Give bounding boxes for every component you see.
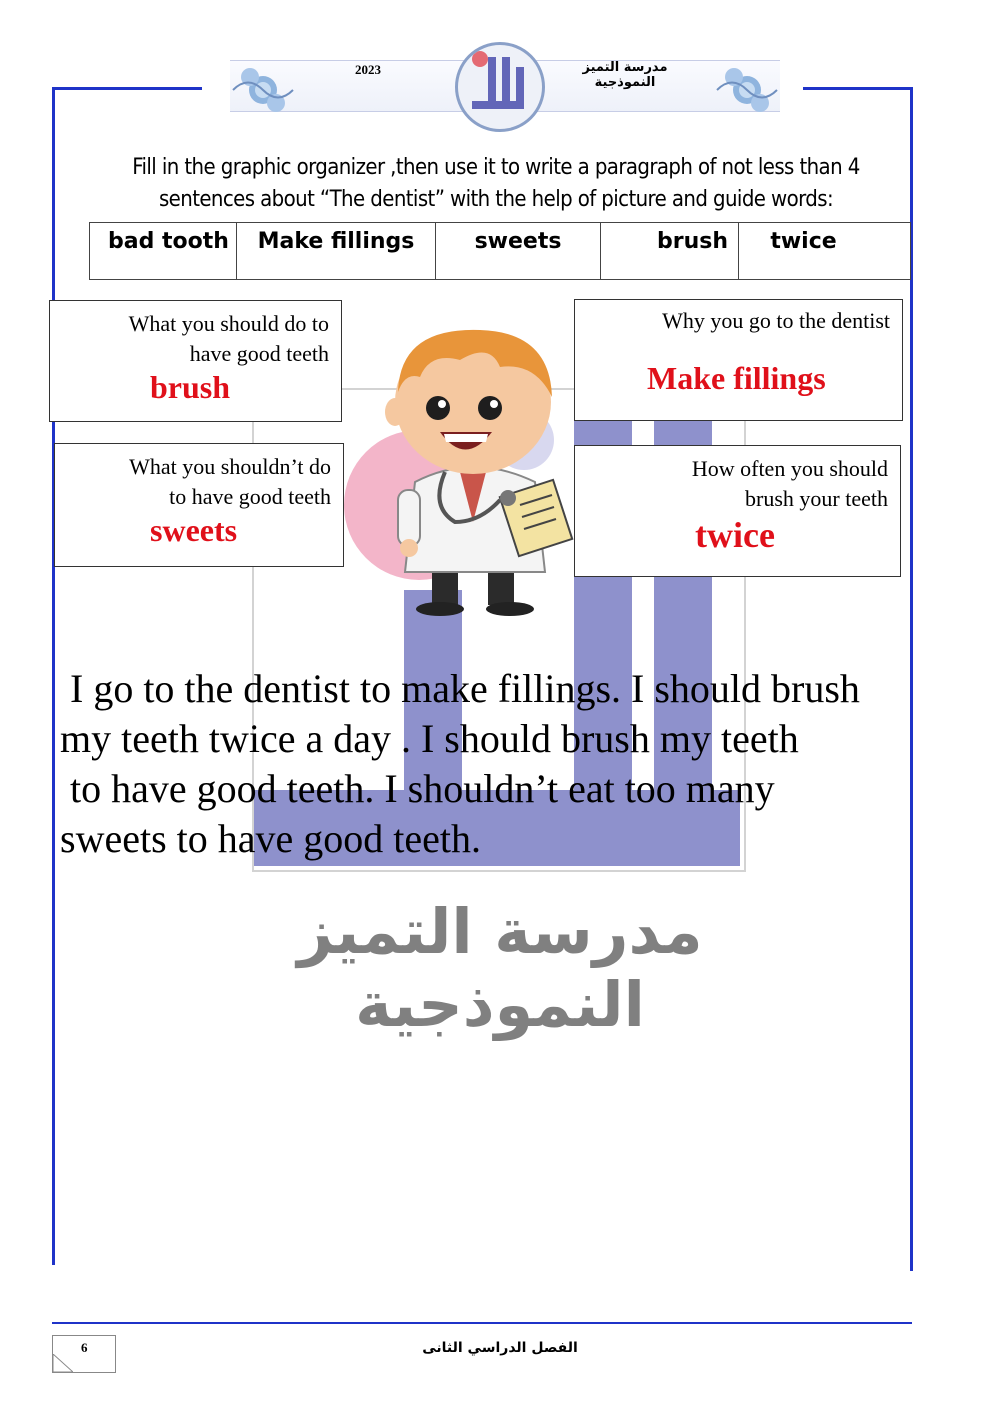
page-curl-icon <box>53 1354 73 1372</box>
word-bank-cell: brush <box>601 223 739 279</box>
word-bank-cell: twice <box>770 229 837 254</box>
organizer-question: to have good teeth <box>169 484 331 509</box>
organizer-question: Why you go to the dentist <box>662 308 890 333</box>
frame-top-left <box>52 87 202 90</box>
page-number: 6 <box>81 1340 88 1355</box>
organizer-box-how-often <box>574 445 901 577</box>
header-year: 2023 <box>355 62 381 77</box>
organizer-box-why-dentist <box>574 299 903 421</box>
organizer-box-shouldnt-do <box>54 443 344 567</box>
word-bank-cell: sweets <box>436 223 601 279</box>
organizer-question: have good teeth <box>189 341 329 366</box>
paragraph-line: to have good teeth. I shouldn’t eat too many <box>60 766 775 811</box>
paragraph <box>60 664 940 864</box>
organizer-box-should-do <box>49 300 342 422</box>
organizer-question: What you shouldn’t do <box>129 454 331 479</box>
school-logo-icon <box>455 42 545 132</box>
footer-rule <box>52 1322 912 1324</box>
footer-term: الفصل الدراسي الثانى <box>422 1340 578 1356</box>
organizer-answer: Make fillings <box>647 360 826 396</box>
word-bank-cell: bad tooth <box>90 223 237 279</box>
organizer-question: brush your teeth <box>745 486 888 511</box>
instructions-line: sentences about “The dentist” with the help of picture and guide words: <box>158 187 834 212</box>
instructions <box>80 152 912 216</box>
word-bank-table <box>89 222 911 280</box>
frame-left <box>52 87 55 1265</box>
organizer-question: How often you should <box>691 456 888 481</box>
blue-flower-ornament-icon <box>712 55 782 125</box>
watermark-school-name: مدرسة التميز النموذجية <box>297 895 703 1041</box>
organizer-question: What you should do to <box>128 311 329 336</box>
header-school-name: مدرسة التميز النموذجية <box>582 60 668 90</box>
page-number-box <box>52 1335 116 1373</box>
organizer-answer: twice <box>695 515 775 555</box>
paragraph-line: I go to the dentist to make fillings. I should brush <box>60 666 860 711</box>
organizer-answer: sweets <box>150 512 238 548</box>
frame-top-right <box>803 87 913 90</box>
word-bank-cell: Make fillings <box>237 223 436 279</box>
dentist-cartoon-icon <box>360 322 590 617</box>
instructions-line: Fill in the graphic organizer ,then use it to write a paragraph of not less than 4 <box>132 155 860 180</box>
paragraph-line: sweets to have good teeth. <box>60 816 481 861</box>
organizer-answer: brush <box>150 369 231 405</box>
paragraph-line: my teeth twice a day . I should brush my teeth <box>60 716 799 761</box>
blue-flower-ornament-icon <box>228 55 298 125</box>
